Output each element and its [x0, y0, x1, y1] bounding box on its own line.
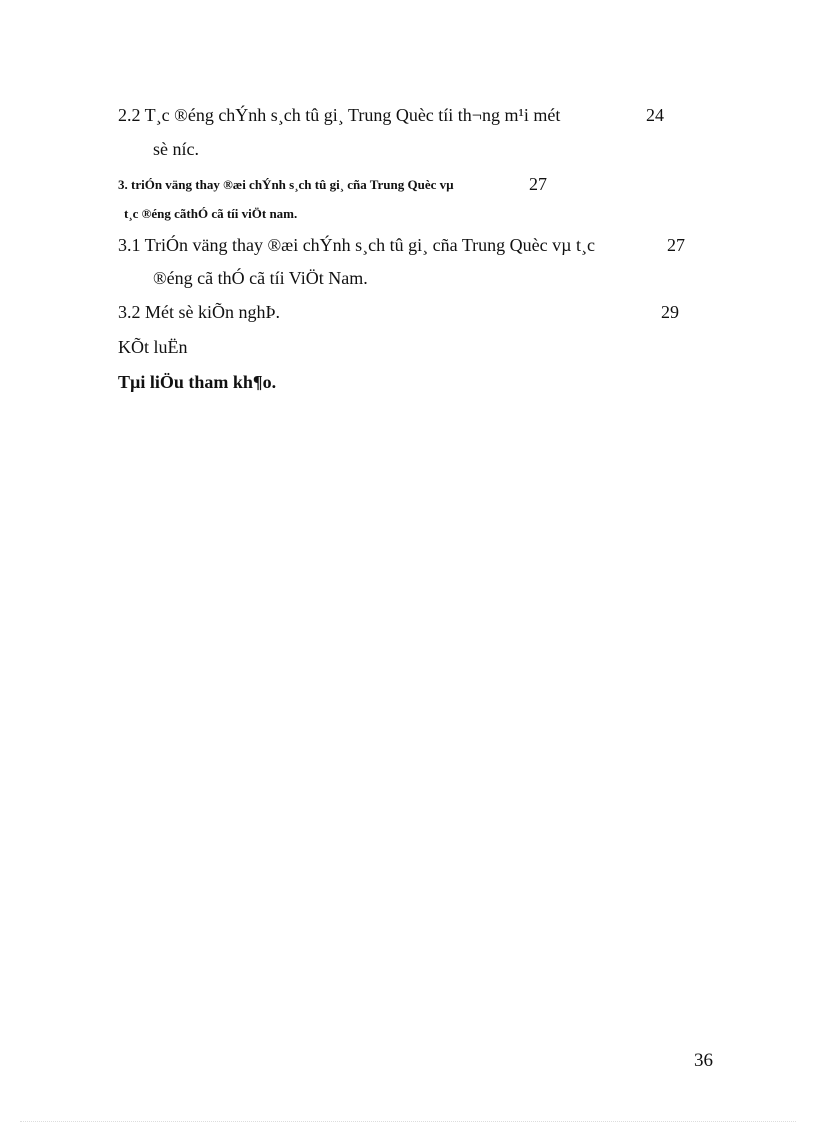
toc-entry-3-line2: t¸c ®éng cãthÓ cã tíi viÖt nam. [124, 206, 298, 221]
toc-entry-references: Tµi liÖu tham kh¶o. [118, 372, 277, 392]
toc-entry-2-2-page: 24 [646, 105, 664, 125]
toc-entry-2-2-line1: 2.2 T¸c ®éng chÝnh s¸ch tû gi¸ Trung Quèc tíi th¬ng m¹i mét [118, 105, 561, 125]
page-number: 36 [694, 1050, 713, 1071]
toc-entry-3-2-page: 29 [661, 302, 679, 322]
toc-entry-3-1-line2: ®éng cã thÓ cã tíi ViÖt Nam. [153, 268, 368, 288]
toc-entry-3-1-line1: 3.1 TriÓn väng thay ®æi chÝnh s¸ch tû gi¸ cña Trung Quèc vµ t¸c [118, 235, 596, 255]
toc-entry-3-2-line1: 3.2 Mét sè kiÕn nghÞ. [118, 302, 280, 322]
toc-entry-3-1-page: 27 [667, 235, 685, 255]
toc-entry-2-2-line2: sè níc. [153, 139, 199, 159]
bottom-divider [20, 1121, 796, 1122]
toc-entry-conclusion: KÕt luËn [118, 337, 188, 357]
toc-entry-3-line1: 3. triÓn väng thay ®æi chÝnh s¸ch tû gi¸ cña Trung Quèc vµ [118, 177, 454, 192]
toc-entry-3-page: 27 [529, 174, 547, 194]
